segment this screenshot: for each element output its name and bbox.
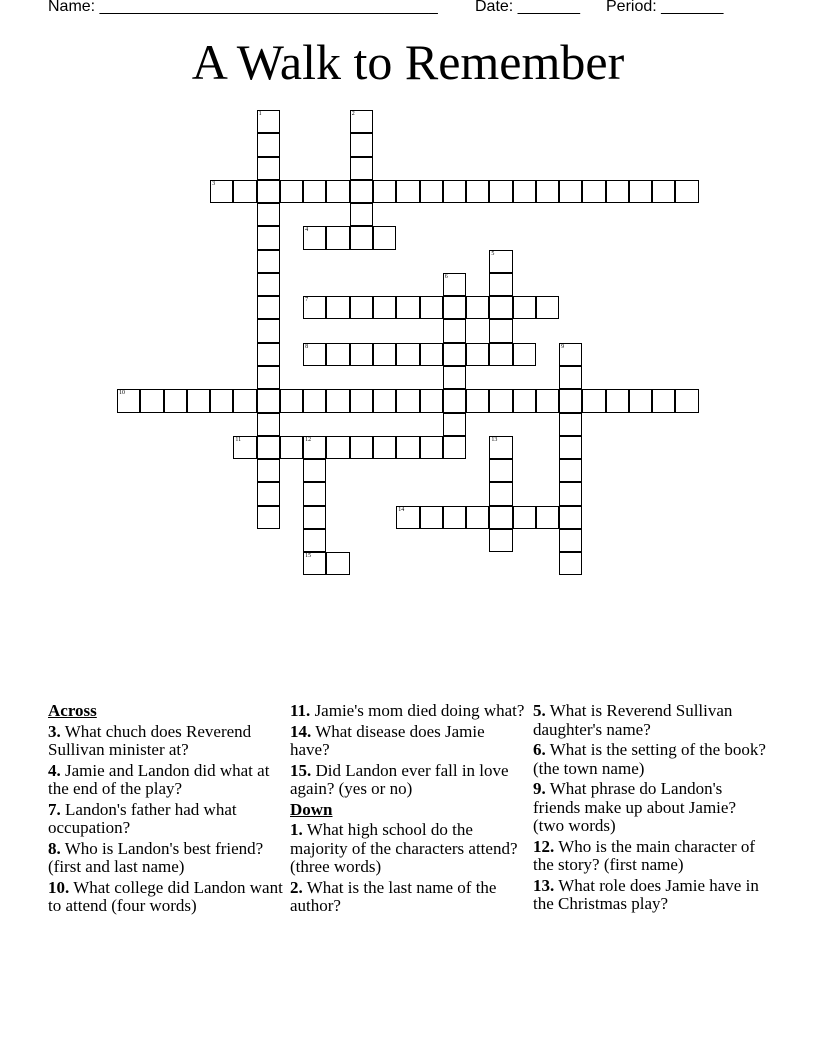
cell-number: 3 <box>212 180 216 187</box>
cell-number: 11 <box>235 436 242 443</box>
name-field-label[interactable]: Name: ______________________________________ <box>48 0 438 15</box>
crossword-cell[interactable] <box>257 459 280 482</box>
crossword-cell[interactable] <box>210 180 233 203</box>
clue-number: 1. <box>290 820 303 839</box>
cell-number: 1 <box>258 111 262 117</box>
crossword-cell[interactable] <box>489 459 512 482</box>
crossword-cell[interactable] <box>559 413 582 436</box>
crossword-cell[interactable] <box>257 296 280 319</box>
crossword-cell[interactable] <box>257 366 280 389</box>
crossword-cell[interactable] <box>303 459 326 482</box>
crossword-cell[interactable] <box>303 506 326 529</box>
crossword-cell[interactable] <box>443 343 466 366</box>
crossword-cell[interactable] <box>280 389 303 412</box>
clues-column-3 <box>533 702 769 916</box>
crossword-cell[interactable] <box>652 180 675 203</box>
crossword-cell[interactable] <box>466 506 489 529</box>
crossword-cell[interactable] <box>117 389 140 412</box>
crossword-cell[interactable] <box>257 203 280 226</box>
clue-number: 12. <box>533 836 555 856</box>
clues-column-2 <box>290 702 526 918</box>
crossword-cell[interactable] <box>513 506 536 529</box>
crossword-cell[interactable] <box>420 389 443 412</box>
crossword-cell[interactable] <box>257 157 280 180</box>
crossword-cell[interactable] <box>489 389 512 412</box>
clue-text: What is the last name of the author? <box>290 877 497 915</box>
crossword-cell[interactable] <box>489 273 512 296</box>
crossword-cell[interactable] <box>443 180 466 203</box>
crossword-cell[interactable] <box>443 366 466 389</box>
crossword-cell[interactable] <box>373 389 396 412</box>
crossword-cell[interactable] <box>489 506 512 529</box>
clue-text: Who is Landon's best friend? (first and last name) <box>48 838 264 876</box>
crossword-cell[interactable] <box>420 296 443 319</box>
cell-number: 5 <box>491 250 495 257</box>
clue-across-14 <box>290 723 526 760</box>
clues-column-1 <box>48 702 284 918</box>
crossword-cell[interactable] <box>350 133 373 156</box>
crossword-cell[interactable] <box>257 482 280 505</box>
clue-text: Did Landon ever fall in love again? (yes or no) <box>290 760 509 798</box>
crossword-cell[interactable] <box>559 482 582 505</box>
crossword-cell[interactable] <box>257 389 280 412</box>
crossword-cell[interactable] <box>559 529 582 552</box>
crossword-cell[interactable] <box>582 389 605 412</box>
clue-down-9 <box>533 780 769 836</box>
clue-text: What chuch does Reverend Sullivan minister at? <box>48 721 252 759</box>
crossword-cell[interactable] <box>513 296 536 319</box>
crossword-cell[interactable] <box>373 436 396 459</box>
cell-number: 2 <box>351 111 355 117</box>
across-heading: Across <box>48 701 97 720</box>
clue-across-10 <box>48 879 284 916</box>
clue-across-7 <box>48 801 284 838</box>
crossword-cell[interactable] <box>489 343 512 366</box>
crossword-cell[interactable] <box>466 180 489 203</box>
clue-across-8 <box>48 840 284 877</box>
crossword-cell[interactable] <box>326 552 349 575</box>
clue-number: 10. <box>48 877 70 897</box>
crossword-cell[interactable] <box>536 389 559 412</box>
page-title: A Walk to Remember <box>191 34 625 90</box>
crossword-cell[interactable] <box>303 296 326 319</box>
crossword-cell[interactable] <box>443 296 466 319</box>
clue-down-5 <box>533 702 769 739</box>
clue-text: What disease does Jamie have? <box>290 721 485 759</box>
crossword-cell[interactable] <box>257 436 280 459</box>
crossword-cell[interactable] <box>373 343 396 366</box>
crossword-cell[interactable] <box>559 436 582 459</box>
clue-number: 8. <box>48 838 61 858</box>
crossword-cell[interactable] <box>443 319 466 342</box>
crossword-cell[interactable] <box>559 552 582 575</box>
crossword-cell[interactable] <box>257 319 280 342</box>
clue-number: 2. <box>290 877 303 897</box>
period-field-label[interactable]: Period: _______ <box>606 0 724 15</box>
crossword-cell[interactable] <box>303 226 326 249</box>
crossword-cell[interactable] <box>326 296 349 319</box>
crossword-cell[interactable] <box>652 389 675 412</box>
cell-number: 4 <box>305 227 309 234</box>
crossword-cell[interactable] <box>164 389 187 412</box>
crossword-cell[interactable] <box>396 296 419 319</box>
clue-number: 13. <box>533 875 555 895</box>
crossword-cell[interactable] <box>489 296 512 319</box>
crossword-cell[interactable] <box>233 436 256 459</box>
crossword-cell[interactable] <box>257 110 280 133</box>
cell-number: 9 <box>561 343 565 350</box>
crossword-cell[interactable] <box>257 413 280 436</box>
crossword-cell[interactable] <box>489 482 512 505</box>
crossword-cell[interactable] <box>559 459 582 482</box>
crossword-cell[interactable] <box>559 343 582 366</box>
crossword-cell[interactable] <box>187 389 210 412</box>
crossword-cell[interactable] <box>303 343 326 366</box>
crossword-cell[interactable] <box>489 529 512 552</box>
clue-text: What is the setting of the book? (the town name) <box>533 740 766 778</box>
cell-number: 12 <box>305 436 312 443</box>
crossword-cell[interactable] <box>396 343 419 366</box>
down-heading: Down <box>290 799 333 819</box>
crossword-cell[interactable] <box>420 506 443 529</box>
cell-number: 15 <box>305 553 312 560</box>
crossword-cell[interactable] <box>489 436 512 459</box>
crossword-cell[interactable] <box>420 436 443 459</box>
crossword-cell[interactable] <box>350 157 373 180</box>
crossword-cell[interactable] <box>489 250 512 273</box>
crossword-cell[interactable] <box>420 343 443 366</box>
crossword-cell[interactable] <box>326 389 349 412</box>
clue-text: Who is the main character of the story? (first name) <box>533 836 756 874</box>
crossword-cell[interactable] <box>280 180 303 203</box>
clue-text: What college did Landon want to attend (four words) <box>48 877 283 915</box>
crossword-cell[interactable] <box>396 389 419 412</box>
crossword-cell[interactable] <box>466 389 489 412</box>
crossword-cell[interactable] <box>443 273 466 296</box>
clue-number: 3. <box>48 721 61 741</box>
cell-number: 14 <box>398 506 405 513</box>
clue-number: 4. <box>48 760 61 780</box>
clue-text: Landon's father had what occupation? <box>48 799 237 837</box>
cell-number: 13 <box>491 436 498 443</box>
crossword-cell[interactable] <box>489 180 512 203</box>
crossword-cell[interactable] <box>257 273 280 296</box>
clue-text: What phrase do Landon's friends make up about Jamie? (two words) <box>533 779 736 835</box>
crossword-cell[interactable] <box>513 389 536 412</box>
crossword-cell[interactable] <box>582 180 605 203</box>
clue-text: Jamie and Landon did what at the end of the play? <box>48 760 270 798</box>
clue-number: 9. <box>533 779 546 798</box>
crossword-cell[interactable] <box>373 226 396 249</box>
crossword-cell[interactable] <box>326 343 349 366</box>
crossword-cell[interactable] <box>396 436 419 459</box>
clue-number: 7. <box>48 799 61 819</box>
crossword-cell[interactable] <box>233 180 256 203</box>
clue-text: Jamie's mom died doing what? <box>314 701 525 720</box>
crossword-cell[interactable] <box>140 389 163 412</box>
crossword-cell[interactable] <box>443 506 466 529</box>
crossword-cell[interactable] <box>303 180 326 203</box>
crossword-cell[interactable] <box>559 366 582 389</box>
crossword-cell[interactable] <box>350 343 373 366</box>
crossword-cell[interactable] <box>303 389 326 412</box>
crossword-cell[interactable] <box>350 436 373 459</box>
crossword-cell[interactable] <box>629 180 652 203</box>
crossword-cell[interactable] <box>489 319 512 342</box>
crossword-cell[interactable] <box>443 389 466 412</box>
crossword-cell[interactable] <box>536 296 559 319</box>
date-field-label[interactable]: Date: _______ <box>475 0 580 15</box>
clue-down-2 <box>290 879 526 916</box>
crossword-cell[interactable] <box>675 180 698 203</box>
crossword-cell[interactable] <box>303 482 326 505</box>
crossword-cell[interactable] <box>373 180 396 203</box>
crossword-cell[interactable] <box>303 552 326 575</box>
clue-text: What role does Jamie have in the Christmas play? <box>533 875 759 913</box>
clue-down-6 <box>533 741 769 778</box>
crossword-cell[interactable] <box>257 226 280 249</box>
crossword-cell[interactable] <box>606 389 629 412</box>
crossword-cell[interactable] <box>559 506 582 529</box>
crossword-cell[interactable] <box>210 389 233 412</box>
crossword-cell[interactable] <box>350 110 373 133</box>
crossword-cell[interactable] <box>257 180 280 203</box>
crossword-cell[interactable] <box>326 436 349 459</box>
crossword-cell[interactable] <box>280 436 303 459</box>
crossword-cell[interactable] <box>536 506 559 529</box>
crossword-cell[interactable] <box>629 389 652 412</box>
crossword-cell[interactable] <box>350 296 373 319</box>
clue-across-4 <box>48 762 284 799</box>
crossword-cell[interactable] <box>350 389 373 412</box>
crossword-cell[interactable] <box>675 389 698 412</box>
clue-down-13 <box>533 877 769 914</box>
crossword-cell[interactable] <box>257 506 280 529</box>
crossword-cell[interactable] <box>536 180 559 203</box>
crossword-cell[interactable] <box>443 413 466 436</box>
crossword-cell[interactable] <box>257 343 280 366</box>
clue-text: What is Reverend Sullivan daughter's name? <box>533 701 733 739</box>
crossword-cell[interactable] <box>466 296 489 319</box>
crossword-cell[interactable] <box>350 203 373 226</box>
crossword-cell[interactable] <box>513 180 536 203</box>
clue-text: What high school do the majority of the characters attend? (three words) <box>290 820 518 876</box>
crossword-cell[interactable] <box>303 436 326 459</box>
crossword-cell[interactable] <box>350 180 373 203</box>
clue-across-3 <box>48 723 284 760</box>
crossword-cell[interactable] <box>303 529 326 552</box>
crossword-cell[interactable] <box>443 436 466 459</box>
crossword-cell[interactable] <box>420 180 443 203</box>
clue-number: 15. <box>290 760 312 780</box>
clue-across-11 <box>290 702 526 721</box>
crossword-cell[interactable] <box>466 343 489 366</box>
crossword-cell[interactable] <box>326 226 349 249</box>
crossword-cell[interactable] <box>350 226 373 249</box>
cell-number: 10 <box>119 390 125 397</box>
clue-down-12 <box>533 838 769 875</box>
crossword-cell[interactable] <box>233 389 256 412</box>
clue-number: 5. <box>533 701 546 720</box>
cell-number: 6 <box>444 273 448 280</box>
clue-number: 14. <box>290 721 312 741</box>
clue-number: 11. <box>290 701 311 720</box>
clue-across-15 <box>290 762 526 799</box>
clue-down-1 <box>290 821 526 877</box>
crossword-cell[interactable] <box>396 180 419 203</box>
crossword-cell[interactable] <box>257 250 280 273</box>
crossword-cell[interactable] <box>373 296 396 319</box>
crossword-cell[interactable] <box>513 343 536 366</box>
crossword-cell[interactable] <box>257 133 280 156</box>
crossword-cell[interactable] <box>559 180 582 203</box>
clue-number: 6. <box>533 740 546 759</box>
crossword-cell[interactable] <box>606 180 629 203</box>
cell-number: 7 <box>305 297 309 304</box>
cell-number: 8 <box>305 343 309 350</box>
crossword-cell[interactable] <box>326 180 349 203</box>
crossword-cell[interactable] <box>559 389 582 412</box>
crossword-cell[interactable] <box>396 506 419 529</box>
